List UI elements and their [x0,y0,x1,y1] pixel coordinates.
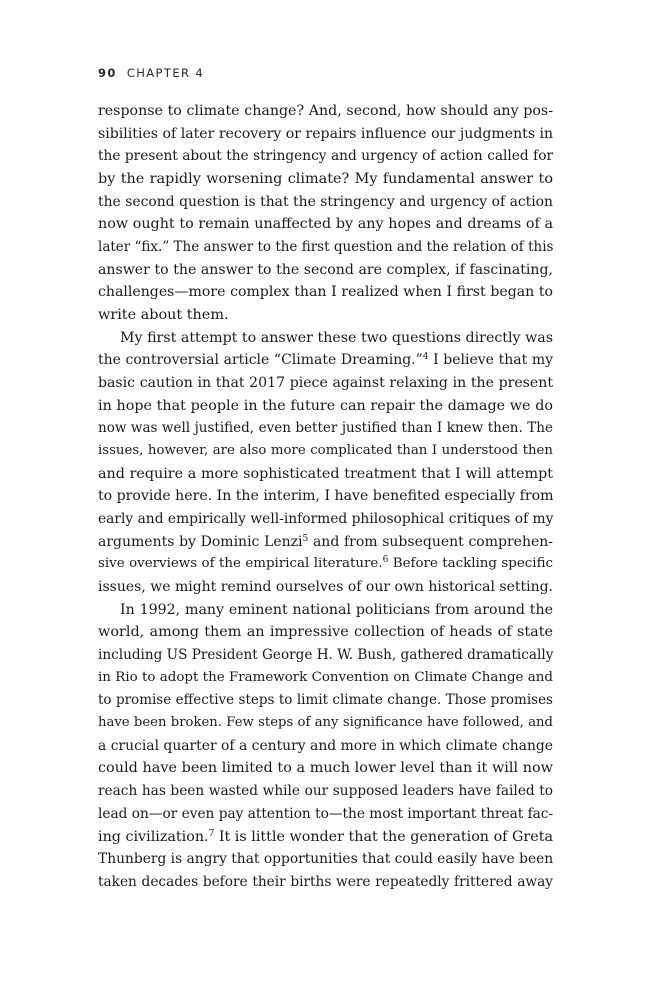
text-line-content: sibilities of later recovery or repairs influence our judgments in [98,125,554,142]
text-line-content: lead on—or even pay attention to—the most important threat fac- [98,805,554,822]
text-line-content: now was well justified, even better justified than I knew then. The [98,420,553,437]
text-line [98,780,553,803]
footnote-marker: 6 [382,555,389,566]
text-line [98,689,553,712]
text-line-content: write about them. [98,307,229,324]
body-text [98,100,553,894]
text-line-content: In 1992, many eminent national politicians from around the [120,601,553,618]
running-head [98,66,204,80]
text-line [98,281,553,304]
text-line-content: could have been limited to a much lower level than it will now [98,760,553,777]
text-line [98,259,553,282]
text-line [98,757,553,780]
text-line [98,599,553,622]
text-line-content: issues, we might remind ourselves of our own historical setting. [98,579,554,596]
text-line-content: arguments by Dominic Lenzi [98,533,303,550]
text-line-content: reach has been wasted while our supposed leaders have failed to [98,783,553,800]
text-line-continuation: Before tackling specific [388,556,554,572]
text-line-content: ing civilization. [98,828,209,845]
text-line [98,485,553,508]
text-line-continuation: It is little wonder that the generation of Greta [214,828,553,845]
text-line [98,826,553,849]
text-line-content: Thunberg is angry that opportunities that could easily have been [98,851,554,868]
text-line-continuation: and from subsequent comprehen- [308,533,553,550]
text-line [98,168,553,191]
text-line [98,372,553,395]
text-line [98,100,553,123]
text-line-content: and require a more sophisticated treatment that I will attempt [98,465,553,482]
text-line [98,463,553,486]
text-line [98,871,553,894]
text-line [98,803,553,826]
text-line [98,576,553,599]
text-line-content: to promise effective steps to limit climate change. Those promises [98,692,553,709]
text-line-content: by the rapidly worsening climate? My fundamental answer to [98,171,553,188]
text-line-content: later “fix.” The answer to the first question and the relation of this [98,239,554,256]
footnote-marker: 4 [422,352,429,363]
text-line [98,712,553,735]
text-line [98,644,553,667]
text-line-content: sive overviews of the empirical literature. [98,556,383,572]
text-line-content: the second question is that the stringency and urgency of action [98,193,553,210]
text-line [98,213,553,236]
text-line-content: early and empirically well-informed philosophical critiques of my [98,511,554,528]
text-line-content: to provide here. In the interim, I have benefited especially from [98,488,554,505]
page-number: 90 [98,66,117,80]
text-line [98,304,553,327]
text-line [98,508,553,531]
text-line [98,349,553,372]
text-line [98,621,553,644]
text-line-content: issues, however, are also more complicated than I understood then [98,443,553,459]
text-line-content: challenges—more complex than I realized when I first began to [98,284,553,301]
text-line-continuation: I believe that my [428,352,553,369]
text-line-content: have been broken. Few steps of any significance have followed, and [98,715,553,731]
text-line-content: in hope that people in the future can repair the damage we do [98,397,553,414]
text-line-content: taken decades before their births were repeatedly frittered away [98,873,553,890]
text-line [98,667,553,690]
text-line [98,191,553,214]
footnote-marker: 5 [302,533,309,544]
footnote-marker: 7 [208,828,215,839]
text-line [98,395,553,418]
text-line-content: basic caution in that 2017 piece against relaxing in the present [98,375,553,392]
text-line-content: answer to the answer to the second are complex, if fascinating, [98,261,553,278]
text-line-content: the present about the stringency and urgency of action called for [98,148,553,165]
text-line [98,417,553,440]
text-line [98,735,553,758]
text-line [98,553,553,576]
text-line-content: a crucial quarter of a century and more in which climate change [98,737,554,754]
text-line [98,327,553,350]
text-line-content: response to climate change? And, second, how should any pos- [98,103,553,119]
text-line-content: world, among them an impressive collection of heads of state [98,624,553,641]
text-line [98,123,553,146]
text-line [98,440,553,463]
chapter-label: CHAPTER 4 [126,66,205,80]
text-line-content: including US President George H. W. Bush, gathered dramatically [98,647,554,664]
text-line [98,145,553,168]
text-line [98,531,553,554]
text-line-content: My first attempt to answer these two questions directly was [120,329,553,346]
text-line-content: the controversial article “Climate Dreaming.” [98,352,423,369]
text-line-content: now ought to remain unaffected by any hopes and dreams of a [98,216,553,233]
text-line-content: in Rio to adopt the Framework Convention on Climate Change and [98,669,553,685]
text-line [98,848,553,871]
text-line [98,236,553,259]
